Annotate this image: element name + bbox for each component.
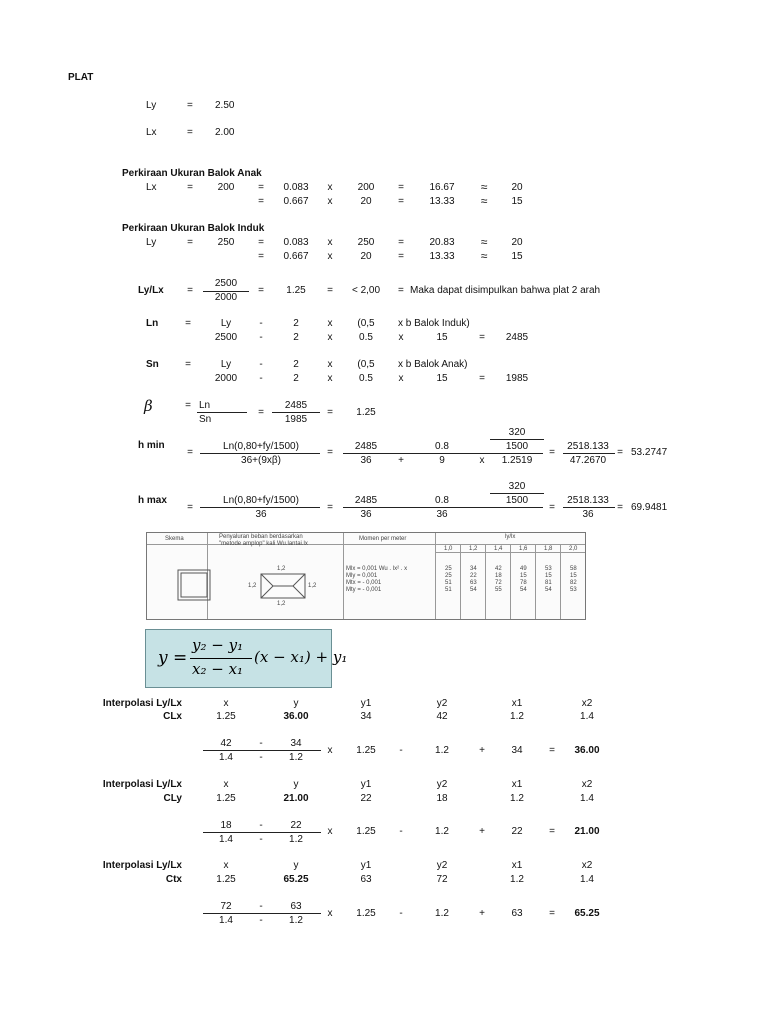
hmin-den2: 36 — [360, 455, 372, 466]
table-cell: 63 — [470, 580, 477, 586]
hmin-beta: 1.2519 — [501, 455, 533, 466]
table-cell: 53 — [570, 587, 577, 593]
calc-c: 22 — [511, 826, 523, 837]
lx-label: Lx — [146, 127, 157, 138]
diagram-label: 1,2 — [277, 566, 286, 572]
interp-val-y: 21.00 — [283, 793, 309, 804]
sn-r2-8: 1985 — [505, 373, 529, 384]
table-cell: 18 — [495, 573, 502, 579]
table-cell: 82 — [570, 580, 577, 586]
sn-r2-2: 2 — [293, 373, 299, 384]
balok-induk-r2-2: x — [327, 251, 333, 262]
hmin-label: h min — [138, 440, 165, 451]
balok-anak-r1-0: = — [187, 182, 193, 193]
fraction-bar — [203, 913, 321, 914]
balok-induk-r2-0: = — [258, 251, 264, 262]
diagram-label: 1,2 — [248, 583, 257, 589]
beta-den2: 1985 — [284, 414, 308, 425]
hmin-x: x — [479, 455, 485, 466]
balok-anak-r2-3: 20 — [360, 196, 372, 207]
balok-anak-r1-2: = — [258, 182, 264, 193]
balok-anak-heading: Perkiraan Ukuran Balok Anak — [122, 168, 262, 179]
fraction-bar — [563, 507, 615, 508]
diagram-label: 1,2 — [308, 583, 317, 589]
interp-val-y: 65.25 — [283, 874, 309, 885]
hmin-num2: 2485 — [354, 441, 378, 452]
ln-r2-4: 0.5 — [359, 332, 373, 343]
table-cell: 58 — [570, 566, 577, 572]
sn-r1-3: x — [327, 359, 333, 370]
balok-anak-r1-6: = — [398, 182, 404, 193]
calc-minus: - — [259, 915, 263, 926]
hmin-plus: + — [398, 455, 404, 466]
hmin-eq1: = — [187, 447, 193, 458]
balok-anak-r1-7: 16.67 — [429, 182, 455, 193]
balok-induk-r2-4: = — [398, 251, 404, 262]
balok-induk-heading: Perkiraan Ukuran Balok Induk — [122, 223, 265, 234]
calc-a: 1.25 — [356, 826, 376, 837]
calc-a: 1.25 — [356, 908, 376, 919]
ln-r1-4: (0,5 — [357, 318, 375, 329]
lx-value: 2.00 — [215, 127, 235, 138]
balok-anak-r1-4: x — [327, 182, 333, 193]
moment-coefficient-table — [146, 532, 586, 620]
fraction-bar — [200, 507, 320, 508]
interp-val: 72 — [436, 874, 448, 885]
hmin-mid-den: 9 — [439, 455, 445, 466]
calc-x: x — [327, 826, 333, 837]
hmin-num1: Ln(0,80+fy/1500) — [223, 441, 299, 452]
hmin-fy: 320 — [508, 427, 526, 438]
table-cell: 34 — [470, 566, 477, 572]
approx-icon: ≈ — [480, 235, 488, 249]
table-cell: 54 — [470, 587, 477, 593]
balok-induk-r1-6: = — [398, 237, 404, 248]
ln-r2-8: 2485 — [505, 332, 529, 343]
table-moment: Mlx = 0,001 Wu . lx² . x — [346, 566, 408, 572]
balok-induk-r1-1: 250 — [217, 237, 235, 248]
fraction-bar — [203, 832, 321, 833]
hmin-eq2: = — [327, 447, 333, 458]
interp-coef: Ctx — [165, 874, 182, 885]
interp-header: x1 — [511, 779, 523, 790]
lylx-eq1: = — [187, 285, 193, 296]
lylx-conclusion: Maka dapat disimpulkan bahwa plat 2 arah — [410, 285, 601, 296]
sn-r2-5: x — [398, 373, 404, 384]
sn-eq: = — [185, 359, 191, 370]
table-cell: 55 — [495, 587, 502, 593]
interp-val: 34 — [360, 711, 372, 722]
ln-r2-1: - — [259, 332, 263, 343]
balok-anak-r1-1: 200 — [217, 182, 235, 193]
interp-header: y1 — [360, 698, 372, 709]
balok-anak-r2-5: 13.33 — [429, 196, 455, 207]
ln-r1-1: - — [259, 318, 263, 329]
hmax-label: h max — [138, 495, 167, 506]
hmax-eq3: = — [549, 502, 555, 513]
interp-val: 1.25 — [216, 874, 236, 885]
beta-den1: Sn — [199, 414, 212, 425]
lylx-label: Ly/Lx — [138, 285, 164, 296]
interp-header: y1 — [360, 860, 372, 871]
envelope-method-icon — [260, 573, 306, 599]
lylx-den: 2000 — [214, 292, 238, 303]
table-cell: 78 — [520, 580, 527, 586]
sn-r1-0: Ly — [220, 359, 232, 370]
ln-r2-0: 2500 — [214, 332, 238, 343]
interp-header: y2 — [436, 779, 448, 790]
hmin-value: 53.2747 — [631, 447, 668, 458]
table-moment: Mty = - 0,001 — [346, 587, 382, 593]
hmin-den3: 47.2670 — [569, 455, 607, 466]
interp-val: 1.25 — [216, 711, 236, 722]
interpolation-formula — [145, 629, 348, 688]
fraction-bar — [490, 493, 544, 494]
formula-lhs: y = — [158, 648, 188, 668]
interp-val: 1.2 — [510, 793, 524, 804]
table-cell: 54 — [520, 587, 527, 593]
calc-n1: 72 — [220, 901, 232, 912]
balok-induk-label: Ly — [146, 237, 157, 248]
lylx-eq3: = — [327, 285, 333, 296]
table-header-momen: Momen per meter — [359, 536, 407, 542]
interp-val: 63 — [360, 874, 372, 885]
interp-val: 22 — [360, 793, 372, 804]
fraction-bar — [197, 412, 247, 413]
balok-anak-r2-2: x — [327, 196, 333, 207]
hmax-eq4: = — [617, 502, 623, 513]
ln-r2-5: x — [398, 332, 404, 343]
hmax-eq1: = — [187, 502, 193, 513]
interp-header: y — [293, 860, 299, 871]
table-divider — [485, 544, 486, 619]
table-divider — [510, 544, 511, 619]
interp-header: x1 — [511, 860, 523, 871]
hmin-mid-num: 0.8 — [435, 441, 449, 452]
interp-val: 1.2 — [510, 711, 524, 722]
fraction-bar — [563, 453, 615, 454]
ln-label: Ln — [146, 318, 159, 329]
hmax-den2: 36 — [360, 509, 372, 520]
table-divider — [343, 533, 344, 619]
balok-anak-r1-5: 200 — [357, 182, 375, 193]
ln-r1-2: 2 — [293, 318, 299, 329]
hmax-value: 69.9481 — [631, 502, 668, 513]
table-divider — [147, 544, 585, 545]
ln-r1-3: x — [327, 318, 333, 329]
hmin-eq4: = — [617, 447, 623, 458]
balok-induk-r2-5: 13.33 — [429, 251, 455, 262]
calc-result: 36.00 — [574, 745, 600, 756]
calc-d1: 1.4 — [219, 915, 233, 926]
plate-sketch-icon — [177, 569, 211, 601]
calc-x: x — [327, 745, 333, 756]
calc-result: 21.00 — [574, 826, 600, 837]
interp-val: 42 — [436, 711, 448, 722]
ln-eq: = — [185, 318, 191, 329]
ln-r2-6: 15 — [436, 332, 448, 343]
balok-anak-r2-4: = — [398, 196, 404, 207]
table-cell: 53 — [545, 566, 552, 572]
interp-title: Interpolasi Ly/Lx — [102, 779, 182, 790]
interp-val: 1.25 — [216, 793, 236, 804]
lylx-value: 1.25 — [286, 285, 306, 296]
calc-minus: - — [399, 908, 403, 919]
beta-eq2: = — [258, 407, 264, 418]
balok-induk-r1-5: 250 — [357, 237, 375, 248]
beta-eq3: = — [327, 407, 333, 418]
lylx-eq4: = — [398, 285, 404, 296]
beta-num2: 2485 — [284, 400, 308, 411]
fraction-bar — [200, 453, 320, 454]
sn-r2-6: 15 — [436, 373, 448, 384]
balok-induk-r1-2: = — [258, 237, 264, 248]
calc-minus: - — [259, 738, 263, 749]
table-divider — [435, 533, 436, 619]
fraction-bar — [490, 439, 544, 440]
calc-plus: + — [479, 745, 485, 756]
hmax-den3: 36 — [582, 509, 594, 520]
balok-anak-r2-0: = — [258, 196, 264, 207]
calc-eq: = — [549, 826, 555, 837]
hmax-num1: Ln(0,80+fy/1500) — [223, 495, 299, 506]
table-ratio: 2,0 — [569, 546, 578, 552]
formula-rhs: (x − x₁) + y₁ — [254, 648, 348, 666]
balok-induk-r1-3: 0.083 — [283, 237, 309, 248]
hmax-mid-num: 0.8 — [435, 495, 449, 506]
calc-minus: - — [399, 826, 403, 837]
sn-r1-5: x b Balok Anak) — [398, 359, 468, 370]
calc-d1: 1.4 — [219, 752, 233, 763]
formula-den: x₂ − x₁ — [192, 660, 244, 678]
lylx-eq2: = — [258, 285, 264, 296]
sn-r1-1: - — [259, 359, 263, 370]
interp-header: y — [293, 698, 299, 709]
page-title: PLAT — [68, 72, 94, 83]
table-cell: 81 — [545, 580, 552, 586]
table-cell: 54 — [545, 587, 552, 593]
interp-header: x2 — [581, 698, 593, 709]
ly-eq: = — [187, 100, 193, 111]
table-cell: 15 — [520, 573, 527, 579]
calc-minus: - — [399, 745, 403, 756]
sn-r2-1: - — [259, 373, 263, 384]
sn-r2-4: 0.5 — [359, 373, 373, 384]
balok-anak-r1-9: 20 — [511, 182, 523, 193]
calc-plus: + — [479, 908, 485, 919]
interp-val: 1.4 — [580, 874, 594, 885]
calc-n1: 42 — [220, 738, 232, 749]
calc-c: 34 — [511, 745, 523, 756]
balok-induk-r1-4: x — [327, 237, 333, 248]
hmax-den1: 36 — [255, 509, 267, 520]
sn-r2-7: = — [479, 373, 485, 384]
table-cell: 22 — [470, 573, 477, 579]
balok-induk-r1-9: 20 — [511, 237, 523, 248]
balok-induk-r2-1: 0.667 — [283, 251, 309, 262]
calc-result: 65.25 — [574, 908, 600, 919]
table-ratio: 1,0 — [444, 546, 453, 552]
balok-induk-r2-3: 20 — [360, 251, 372, 262]
ln-r1-0: Ly — [220, 318, 232, 329]
interp-header: y — [293, 779, 299, 790]
table-cell: 25 — [445, 573, 452, 579]
ln-r2-3: x — [327, 332, 333, 343]
interp-header: y2 — [436, 698, 448, 709]
table-cell: 42 — [495, 566, 502, 572]
interp-header: x1 — [511, 698, 523, 709]
lylx-num: 2500 — [214, 278, 238, 289]
approx-icon: ≈ — [480, 249, 488, 263]
ln-r2-7: = — [479, 332, 485, 343]
calc-b: 1.2 — [435, 826, 449, 837]
lx-eq: = — [187, 127, 193, 138]
calc-a: 1.25 — [356, 745, 376, 756]
balok-induk-r1-0: = — [187, 237, 193, 248]
interp-header: x2 — [581, 860, 593, 871]
interp-header: x — [223, 779, 229, 790]
hmin-fy-den: 1500 — [505, 441, 529, 452]
hmin-eq3: = — [549, 447, 555, 458]
table-divider — [560, 544, 561, 619]
interp-val: 1.4 — [580, 711, 594, 722]
calc-b: 1.2 — [435, 908, 449, 919]
sn-r2-3: x — [327, 373, 333, 384]
table-cell: 51 — [445, 587, 452, 593]
interp-header: x — [223, 860, 229, 871]
table-ratio: 1,6 — [519, 546, 528, 552]
formula-num: y₂ − y₁ — [192, 636, 244, 654]
fraction-bar — [190, 658, 252, 659]
calc-minus: - — [259, 752, 263, 763]
interp-title: Interpolasi Ly/Lx — [102, 860, 182, 871]
calc-d2: 1.2 — [289, 752, 303, 763]
interp-header: x2 — [581, 779, 593, 790]
fraction-bar — [272, 412, 320, 413]
interp-title: Interpolasi Ly/Lx — [102, 698, 182, 709]
calc-d1: 1.4 — [219, 834, 233, 845]
calc-d2: 1.2 — [289, 915, 303, 926]
table-header-penyaluran: Penyaluran beban berdasarkan "metode amplop" kali Wu.lantai.lx — [219, 534, 308, 547]
diagram-label: 1,2 — [277, 601, 286, 607]
beta-symbol: β — [144, 397, 153, 415]
approx-icon: ≈ — [480, 180, 488, 194]
interp-coef: CLx — [163, 711, 182, 722]
sn-r2-0: 2000 — [214, 373, 238, 384]
hmax-fy-den: 1500 — [505, 495, 529, 506]
beta-num1: Ln — [199, 400, 211, 411]
table-ratio: 1,4 — [494, 546, 503, 552]
hmax-num3: 2518.133 — [567, 495, 609, 506]
beta-value: 1.25 — [356, 407, 376, 418]
hmax-num2: 2485 — [354, 495, 378, 506]
calc-c: 63 — [511, 908, 523, 919]
calc-eq: = — [549, 745, 555, 756]
table-header-lylx: ly/lx — [505, 534, 516, 540]
fraction-bar — [343, 507, 543, 508]
calc-b: 1.2 — [435, 745, 449, 756]
interp-val-y: 36.00 — [283, 711, 309, 722]
hmax-mid-den: 36 — [436, 509, 448, 520]
calc-n2: 34 — [290, 738, 302, 749]
interp-header: y1 — [360, 779, 372, 790]
table-cell: 15 — [545, 573, 552, 579]
table-cell: 15 — [570, 573, 577, 579]
interp-val: 1.4 — [580, 793, 594, 804]
balok-anak-r1-3: 0.083 — [283, 182, 309, 193]
calc-n1: 18 — [220, 820, 232, 831]
beta-eq1: = — [185, 400, 191, 411]
interp-header: x — [223, 698, 229, 709]
table-ratio: 1,8 — [544, 546, 553, 552]
hmax-fy: 320 — [508, 481, 526, 492]
table-divider — [460, 544, 461, 619]
calc-n2: 22 — [290, 820, 302, 831]
fraction-bar — [343, 453, 543, 454]
calc-minus: - — [259, 901, 263, 912]
ly-value: 2.50 — [215, 100, 235, 111]
table-moment: Mly = 0,001 — [346, 573, 378, 579]
calc-minus: - — [259, 834, 263, 845]
ln-r2-2: 2 — [293, 332, 299, 343]
table-cell: 72 — [495, 580, 502, 586]
table-divider — [535, 544, 536, 619]
ly-label: Ly — [146, 100, 157, 111]
sn-r1-4: (0,5 — [357, 359, 375, 370]
balok-induk-r1-7: 20.83 — [429, 237, 455, 248]
hmin-num3: 2518.133 — [567, 441, 609, 452]
table-cell: 51 — [445, 580, 452, 586]
calc-d2: 1.2 — [289, 834, 303, 845]
balok-anak-r2-1: 0.667 — [283, 196, 309, 207]
approx-icon: ≈ — [480, 194, 488, 208]
table-moment: Mtx = - 0,001 — [346, 580, 382, 586]
table-cell: 25 — [445, 566, 452, 572]
balok-anak-r2-7: 15 — [511, 196, 523, 207]
table-ratio: 1,2 — [469, 546, 478, 552]
calc-eq: = — [549, 908, 555, 919]
balok-anak-label: Lx — [146, 182, 157, 193]
fraction-bar — [203, 750, 321, 751]
lylx-cmp: < 2,00 — [351, 285, 381, 296]
sn-label: Sn — [146, 359, 159, 370]
interp-coef: CLy — [163, 793, 182, 804]
calc-minus: - — [259, 820, 263, 831]
calc-plus: + — [479, 826, 485, 837]
table-cell: 49 — [520, 566, 527, 572]
interp-val: 18 — [436, 793, 448, 804]
calc-n2: 63 — [290, 901, 302, 912]
hmin-den1: 36+(9xβ) — [241, 455, 281, 466]
calc-x: x — [327, 908, 333, 919]
interp-val: 1.2 — [510, 874, 524, 885]
balok-induk-r2-7: 15 — [511, 251, 523, 262]
interp-header: y2 — [436, 860, 448, 871]
hmax-eq2: = — [327, 502, 333, 513]
sn-r1-2: 2 — [293, 359, 299, 370]
ln-r1-5: x b Balok Induk) — [398, 318, 470, 329]
table-header-skema: Skema — [165, 536, 184, 542]
